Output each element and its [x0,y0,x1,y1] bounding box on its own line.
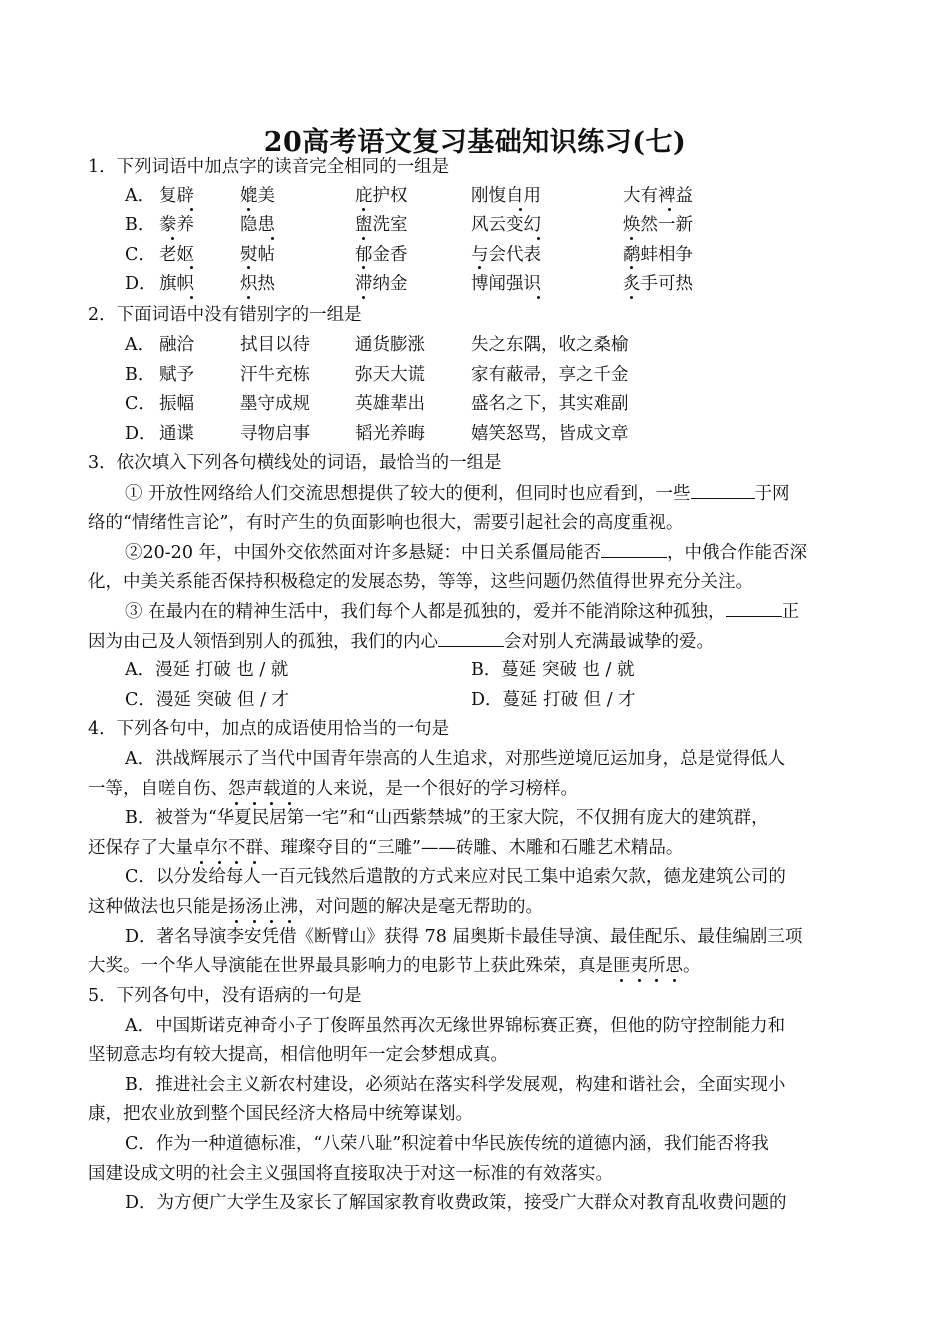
dotted-char: 扬 [228,897,246,917]
q2-b-item-1: 赋予 [159,365,194,385]
q5-option-d-line-1: D．为方便广大学生及家长了解国家教育收费政策，接受广大群众对教育乱收费问题的 [125,1193,787,1213]
q3-s3-text-after: 正 [781,602,800,622]
q2-c-item-2: 墨守成规 [240,394,310,414]
q1-d-item-4: 博闻强识 [471,274,541,294]
dotted-char: 汤 [245,897,263,917]
q3-sentence-1a [125,482,790,505]
q2-stem: 2．下面词语中没有错别字的一组是 [88,305,362,325]
q1-a-item-3: 庇护权 [355,186,408,206]
q1-b-item-3: 盥洗室 [355,215,408,235]
q4-option-c-line-1: C．以分发给每人一百元钱然后遣散的方式来应对民工集中追索欠款，德龙建筑公司的 [125,867,786,887]
q3-sentence-2b: 化，中美关系能否保持积极稳定的发展态势，等等，这些问题仍然值得世界充分关注。 [88,572,753,592]
q3-option-c: C．漫延 突破 但 / 才 [125,690,290,710]
q1-a-item-2: 媲美 [240,186,275,206]
q2-a-item-4: 失之东隅，收之桑榆 [471,335,629,355]
q3-s3-text-before: ③ 在最内在的精神生活中，我们每个人都是孤独的，爱并不能消除这种孤独， [125,602,726,622]
q4-option-c-line-2 [88,896,543,918]
q3-s2-text-before: ②20-20 年，中国外交依然面对许多悬疑：中日关系僵局能否 [125,543,602,563]
emphasis-dot [519,208,522,211]
q1-a-item-1: 复辟 [159,186,194,206]
dotted-text [613,956,683,976]
q3-s2-text-after: ，中俄合作能否深 [667,543,808,563]
q3-s1-text-before: ① 开放性网络给人们交流思想提供了较大的便利，但同时也应看到，一些 [125,484,691,504]
q3-sentence-2a [125,541,807,564]
q1-d-item-1: 旗帜 [159,274,194,294]
emphasis-dot [630,296,633,299]
q4-option-b-line-1: B．被誉为“华夏民居第一宅”和“山西紫禁城”的王家大院，不仅拥有庞大的建筑群， [125,808,769,828]
q3-s3b-text-before: 因为由己及人领悟到别人的孤独，我们的内心 [88,632,438,652]
emphasis-dot [630,266,633,269]
q2-b-label: B． [125,365,156,385]
dotted-char: 夷 [630,956,648,976]
q3-s3b-text-after: 会对别人充满最诚挚的爱。 [504,632,714,652]
emphasis-dot [247,266,250,269]
q5-option-a-line-2: 坚韧意志均有较大提高，相信他明年一定会梦想成真。 [88,1045,508,1065]
dotted-char: 群 [245,838,263,858]
q2-c-label: C． [125,394,156,414]
q1-b-item-2: 隐患 [240,215,275,235]
q1-d-item-5: 炙手可热 [623,274,693,294]
q2-c-item-3: 英雄辈出 [355,394,425,414]
q4-b-text-after: 、璀璨夺目的“三雕”——砖雕、木雕和石雕艺术精品。 [263,838,684,858]
q3-sentence-1b: 络的“情绪性言论”，有时产生的负面影响也很大，需要引起社会的高度重视。 [88,513,684,533]
q2-a-label: A． [125,335,156,355]
q5-stem: 5．下列各句中，没有语病的一句是 [88,986,362,1006]
q3-blank-4 [438,630,504,647]
q2-d-label: D． [125,424,157,444]
q1-b-item-4: 风云变幻 [471,215,541,235]
q2-b-item-3: 弥天大谎 [355,365,425,385]
emphasis-dot [247,208,250,211]
dotted-char: 止 [263,897,281,917]
q2-a-item-3: 通货膨涨 [355,335,425,355]
dotted-char: 不 [228,838,246,858]
q2-a-item-1: 融洽 [159,335,194,355]
q1-a-item-5: 大有裨益 [623,186,693,206]
q5-option-c-line-2: 国建设成文明的社会主义强国将直接取决于对这一标准的有效落实。 [88,1164,613,1184]
q2-c-item-1: 振幅 [159,394,194,414]
q2-d-item-4: 嬉笑怒骂，皆成文章 [471,424,629,444]
dotted-char: 沸 [280,897,298,917]
q3-stem: 3．依次填入下列各句横线处的词语，最恰当的一组是 [88,453,502,473]
emphasis-dot [247,296,250,299]
q4-d-text-after: 。 [683,956,701,976]
emphasis-dot [362,266,365,269]
q3-blank-3 [726,600,782,617]
dotted-char: 声 [245,779,263,799]
q4-a-dotted-idiom [228,779,298,799]
q1-c-label: C． [125,245,156,265]
dotted-text [193,838,263,858]
dotted-char: 怨 [228,779,246,799]
q1-d-item-3: 滞纳金 [355,274,408,294]
q1-b-item-5: 焕然一新 [623,215,693,235]
q1-c-item-3: 郁金香 [355,245,408,265]
q4-b-dotted-idiom [193,838,263,858]
q1-b-label: B． [125,215,156,235]
q4-option-b-line-2 [88,837,683,859]
q1-b-item-1: 豢养 [159,215,194,235]
q1-d-item-2: 炽热 [240,274,275,294]
emphasis-dot [478,266,481,269]
q4-stem: 4．下列各句中，加点的成语使用恰当的一句是 [88,719,450,739]
emphasis-dot [271,237,274,240]
q5-option-a-line-1: A．中国斯诺克神奇小子丁俊晖虽然再次无缘世界锦标赛正赛，但他的防守控制能力和 [125,1016,786,1036]
dotted-char: 卓 [193,838,211,858]
emphasis-dot [171,237,174,240]
q4-b-text-before: 还保存了大量 [88,838,193,858]
q4-option-a-line-2 [88,778,578,800]
q1-c-item-5: 鹬蚌相争 [623,245,693,265]
q2-d-item-2: 寻物启事 [240,424,310,444]
page-title: 20高考语文复习基础知识练习(七) [263,127,687,158]
q3-s1-text-after: 于网 [754,484,790,504]
q3-option-d: D．蔓延 打破 但 / 才 [471,690,636,710]
emphasis-dot [630,237,633,240]
q5-option-b-line-1: B．推进社会主义新农村建设，必须站在落实科学发展观，构建和谐社会，全面实现小 [125,1075,786,1095]
emphasis-dot [668,208,671,211]
q5-option-c-line-1: C．作为一种道德标准，“八荣八耻”积淀着中华民族传统的道德内涵，我们能否将我 [125,1134,769,1154]
q5-option-b-line-2: 康，把农业放到整个国民经济大格局中统筹谋划。 [88,1104,473,1124]
q1-c-item-4: 与会代表 [471,245,541,265]
q4-c-text-before: 这种做法也只能是 [88,897,228,917]
q2-a-item-2: 拭目以待 [240,335,310,355]
q4-a-text-before: 一等，自嗟自伤、 [88,779,228,799]
q1-a-item-4: 刚愎自用 [471,186,541,206]
q1-c-item-2: 熨帖 [240,245,275,265]
q2-c-item-4: 盛名之下，其实难副 [471,394,629,414]
q4-c-dotted-idiom [228,897,298,917]
emphasis-dot [537,296,540,299]
emphasis-dot [362,237,365,240]
q1-d-label: D． [125,274,157,294]
q4-option-d-line-2 [88,955,701,977]
dotted-text [228,779,298,799]
q2-b-item-4: 家有蔽帚，享之千金 [471,365,629,385]
q3-option-b: B．蔓延 突破 也 / 就 [471,660,635,680]
dotted-char: 载 [263,779,281,799]
q1-stem: 1．下列词语中加点字的读音完全相同的一组是 [88,157,450,177]
emphasis-dot [362,296,365,299]
q3-option-a: A．漫延 打破 也 / 就 [125,660,289,680]
dotted-char: 所 [648,956,666,976]
emphasis-dot [190,266,193,269]
emphasis-dot [537,237,540,240]
q3-blank-1 [691,482,755,499]
q3-sentence-3b [88,630,714,653]
q4-option-a-line-1: A．洪战辉展示了当代中国青年崇高的人生追求，对那些逆境厄运加身，总是觉得低人 [125,749,786,769]
dotted-text [228,897,298,917]
q4-d-dotted-idiom [613,956,683,976]
emphasis-dot [190,296,193,299]
dotted-char: 尔 [210,838,228,858]
q4-c-text-after: ，对问题的解决是毫无帮助的。 [298,897,543,917]
q3-sentence-3a [125,600,799,623]
q4-a-text-after: 的人来说，是一个很好的学习榜样。 [298,779,578,799]
q2-d-item-1: 通谍 [159,424,194,444]
q1-a-label: A． [125,186,156,206]
q3-blank-2 [601,541,667,558]
q4-option-d-line-1: D．著名导演李安凭借《断臂山》获得 78 届奥斯卡最佳导演、最佳配乐、最佳编剧三项 [125,927,803,947]
dotted-char: 思 [665,956,683,976]
dotted-char: 道 [280,779,298,799]
q2-d-item-3: 韬光养晦 [355,424,425,444]
q2-b-item-2: 汗牛充栋 [240,365,310,385]
emphasis-dot [190,208,193,211]
q4-d-text-before: 大奖。一个华人导演能在世界最具影响力的电影节上获此殊荣，真是 [88,956,613,976]
dotted-char: 匪 [613,956,631,976]
emphasis-dot [362,208,365,211]
q1-c-item-1: 老妪 [159,245,194,265]
